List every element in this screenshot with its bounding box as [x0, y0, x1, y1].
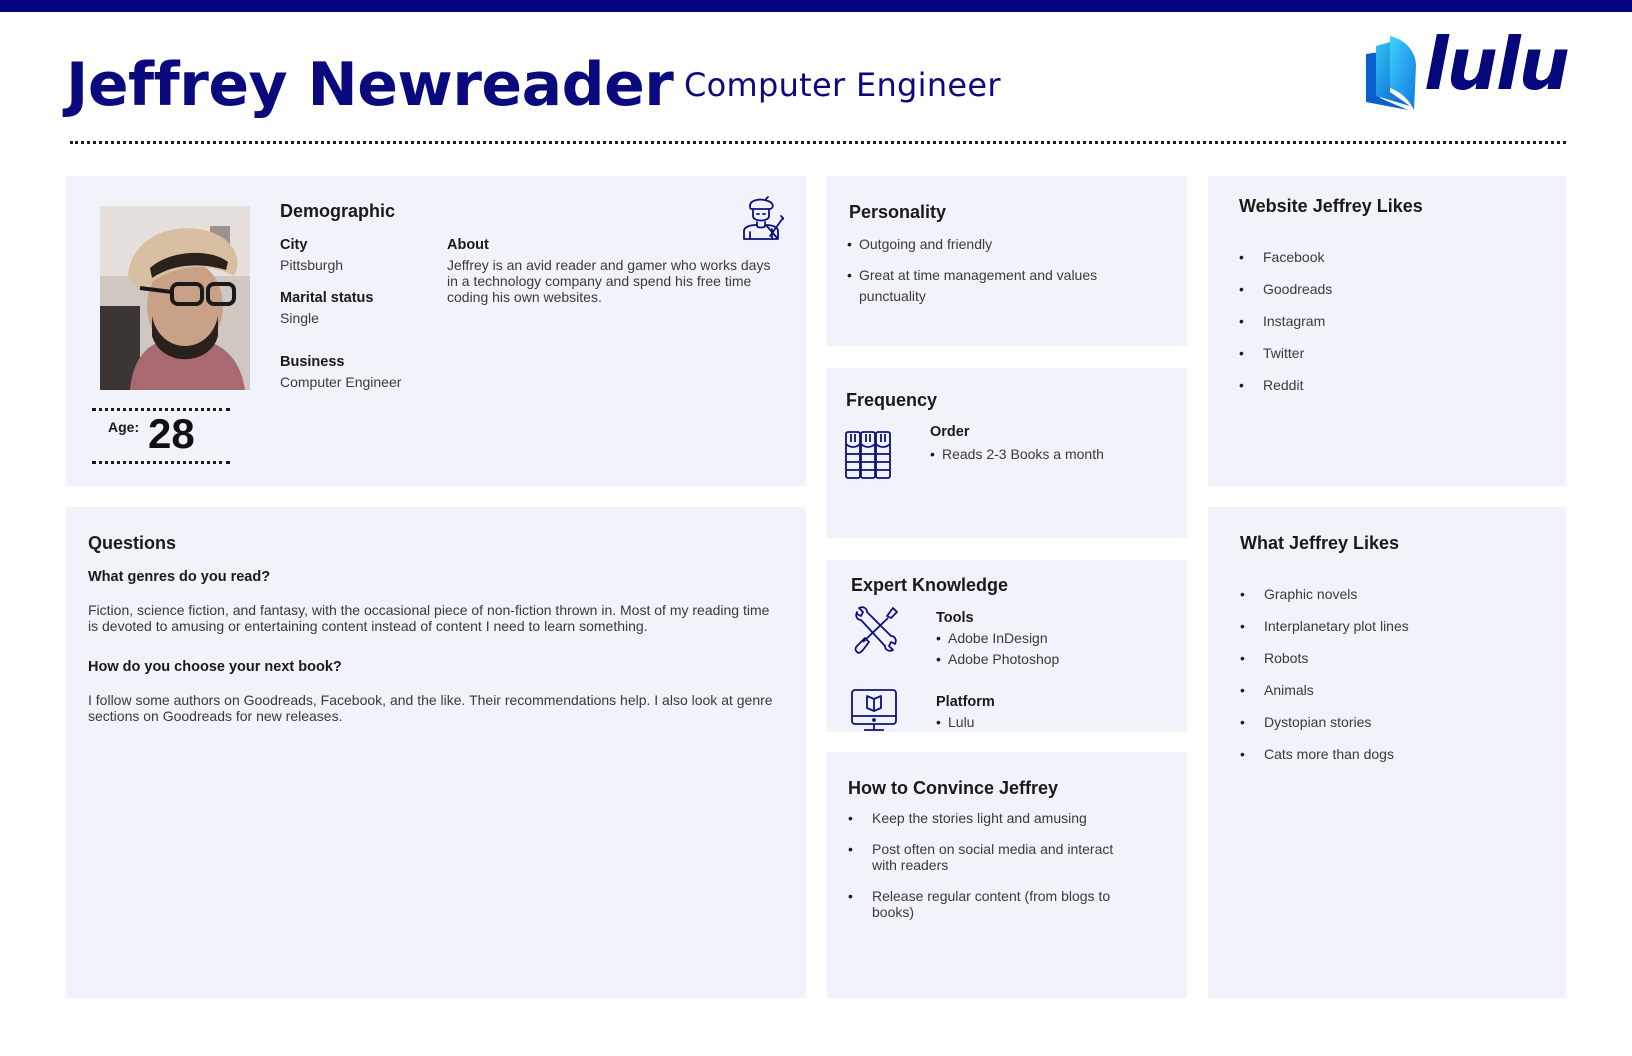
- age-label: Age:: [108, 419, 140, 435]
- expert-knowledge-panel: [827, 560, 1187, 732]
- list-item: • Post often on social media and interact with readers: [848, 841, 1128, 873]
- business-value: Computer Engineer: [280, 374, 402, 390]
- list-item: • Lulu: [936, 712, 995, 732]
- question-block: [88, 659, 778, 724]
- list-item: • Interplanetary plot lines: [1240, 616, 1409, 637]
- list-item: • Release regular content (from blogs to books): [848, 888, 1128, 920]
- marital-status-field: [280, 290, 373, 326]
- marital-status-label: Marital status: [280, 290, 374, 306]
- personality-list: [847, 234, 1117, 317]
- list-item: • Keep the stories light and amusing: [848, 810, 1128, 826]
- list-item: • Robots: [1240, 648, 1409, 669]
- order-block: [930, 424, 1104, 465]
- personality-panel: [827, 176, 1187, 346]
- list-item: • Great at time management and values punctuality: [847, 265, 1117, 307]
- artist-icon: [740, 196, 784, 240]
- about-field: [447, 237, 777, 305]
- list-item: • Instagram: [1239, 311, 1332, 332]
- answer-text: I follow some authors on Goodreads, Facebook, and the like. Their recommendations help. I also look at genre sections on Goodreads for new releases.: [88, 692, 773, 724]
- answer-text: Fiction, science fiction, and fantasy, with the occasional piece of non-fiction thrown in. Most of my reading time is devoted to amusing or entertaining content instead of content I need to learn something.: [88, 602, 770, 634]
- tools-list: [936, 628, 1059, 670]
- personality-title: Personality: [849, 202, 947, 222]
- city-field: [280, 237, 343, 273]
- platform-list: [936, 712, 995, 732]
- age-value: 28: [148, 410, 195, 457]
- lulu-book-icon: [1362, 34, 1422, 118]
- list-item: • Goodreads: [1239, 279, 1332, 300]
- convince-panel: [827, 752, 1187, 998]
- business-label: Business: [280, 354, 345, 370]
- expert-knowledge-title: Expert Knowledge: [851, 575, 1009, 595]
- list-item: • Reddit: [1239, 375, 1332, 396]
- tools-icon: [851, 606, 899, 654]
- demographic-title: Demographic: [280, 201, 396, 221]
- persona-role: Computer Engineer: [684, 66, 1001, 104]
- frequency-panel: [827, 368, 1187, 538]
- tools-block: [936, 610, 1059, 670]
- likes-title: What Jeffrey Likes: [1240, 533, 1400, 553]
- platform-label: Platform: [936, 694, 995, 710]
- list-item: • Animals: [1240, 680, 1409, 701]
- header-divider: [70, 141, 1566, 144]
- list-item: • Outgoing and friendly: [847, 234, 1117, 255]
- likes-list: [1240, 584, 1409, 776]
- marital-status-value: Single: [280, 310, 319, 326]
- top-accent-bar: [0, 0, 1632, 12]
- question-block: [88, 569, 778, 634]
- convince-list: [848, 810, 1128, 935]
- frequency-title: Frequency: [846, 390, 938, 410]
- likes-panel: [1208, 507, 1566, 998]
- list-item: • Facebook: [1239, 247, 1332, 268]
- lulu-wordmark: lulu: [1424, 22, 1568, 106]
- order-list: [930, 444, 1104, 465]
- books-icon: [844, 430, 892, 480]
- order-label: Order: [930, 424, 970, 440]
- websites-panel: [1208, 176, 1566, 486]
- business-field: [280, 354, 401, 390]
- demographic-panel: [66, 176, 806, 486]
- list-item: • Graphic novels: [1240, 584, 1409, 605]
- persona-name: Jeffrey Newreader: [66, 50, 674, 120]
- websites-list: [1239, 247, 1332, 407]
- lulu-logo[interactable]: [1362, 22, 1572, 118]
- monitor-book-icon: [850, 688, 898, 732]
- list-item: • Adobe Photoshop: [936, 649, 1059, 670]
- platform-block: [936, 694, 995, 732]
- questions-panel: [66, 507, 806, 998]
- city-value: Pittsburgh: [280, 257, 344, 273]
- city-label: City: [280, 237, 308, 253]
- about-label: About: [447, 237, 489, 253]
- about-value: Jeffrey is an avid reader and gamer who works days in a technology company and spend his free time coding his own websites.: [447, 257, 771, 305]
- list-item: • Reads 2-3 Books a month: [930, 444, 1104, 465]
- websites-title: Website Jeffrey Likes: [1239, 196, 1423, 216]
- avatar-photo: [100, 206, 250, 390]
- list-item: • Twitter: [1239, 343, 1332, 364]
- questions-title: Questions: [88, 533, 177, 553]
- list-item: • Cats more than dogs: [1240, 744, 1409, 765]
- list-item: • Adobe InDesign: [936, 628, 1059, 649]
- list-item: • Dystopian stories: [1240, 712, 1409, 733]
- question-text: What genres do you read?: [88, 569, 271, 585]
- question-text: How do you choose your next book?: [88, 659, 342, 675]
- convince-title: How to Convince Jeffrey: [848, 778, 1059, 798]
- tools-label: Tools: [936, 610, 974, 626]
- age-box: [92, 408, 230, 464]
